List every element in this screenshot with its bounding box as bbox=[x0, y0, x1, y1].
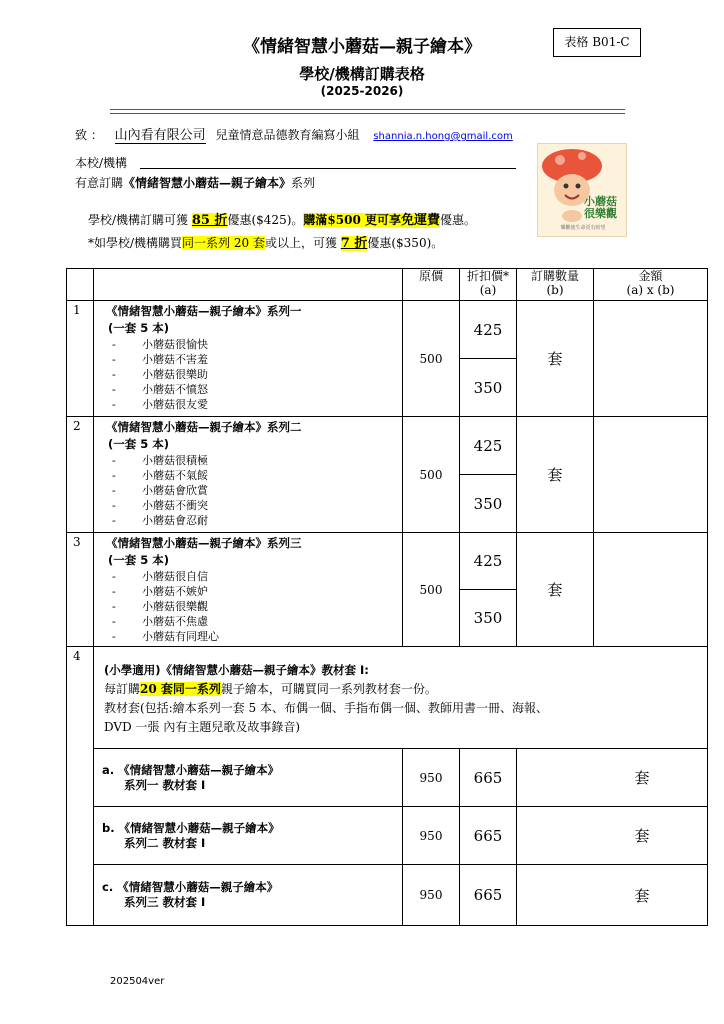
kit-line-2: 教材套(包括:繪本系列一套 5 本、布偶一個、手指布偶一個、教師用書一冊、海報、 bbox=[104, 701, 548, 715]
promo1-highlight: 購滿$500 更可享 bbox=[303, 213, 401, 227]
list-item: - 小蘑菇很自信 bbox=[112, 569, 402, 584]
kit-description bbox=[94, 647, 708, 749]
recipient-line bbox=[75, 124, 513, 143]
version-footer: 202504ver bbox=[110, 976, 165, 987]
kit-line1-highlight: 20 套同一系列 bbox=[140, 682, 221, 696]
form-code-box: 表格 B01-C bbox=[553, 28, 641, 57]
disc-price-85: 425 bbox=[460, 301, 517, 359]
page-title: 《情緒智慧小蘑菇—親子繪本》 bbox=[243, 37, 481, 57]
promo-line-2 bbox=[88, 232, 443, 251]
promo1-text-c: 優惠。 bbox=[439, 213, 476, 227]
order-table bbox=[66, 268, 708, 926]
promo1-discount: 85 折 bbox=[191, 213, 228, 228]
list-item: - 小蘑菇很愉快 bbox=[112, 337, 402, 352]
header-orig-price: 原價 bbox=[403, 269, 460, 301]
header-qty bbox=[517, 269, 594, 301]
separator-line bbox=[110, 109, 625, 114]
header-amount-sub: (a) x (b) bbox=[626, 283, 675, 297]
kit-line1-a: 每訂購 bbox=[104, 682, 141, 696]
disc-price-70: 350 bbox=[460, 359, 517, 417]
amount-input[interactable] bbox=[594, 533, 708, 647]
to-label: 致 ： bbox=[75, 128, 103, 142]
cover-caption: 樂觀使生命更有盼望 bbox=[560, 225, 606, 231]
kit-item-a bbox=[94, 749, 403, 807]
book-list bbox=[112, 569, 402, 644]
header-disc-price-sub: (a) bbox=[479, 283, 497, 297]
qty-input[interactable]: 套 bbox=[517, 417, 594, 533]
table-row bbox=[67, 301, 708, 359]
list-item: - 小蘑菇不氣餒 bbox=[112, 468, 402, 483]
table-row bbox=[67, 865, 708, 926]
header-disc-price bbox=[460, 269, 517, 301]
orig-price: 500 bbox=[403, 301, 460, 417]
kit-item-sub: 系列三 教材套 I bbox=[124, 895, 206, 909]
promo-line-1 bbox=[88, 209, 476, 228]
kit-item-c bbox=[94, 865, 403, 926]
list-item: - 小蘑菇不憤怒 bbox=[112, 382, 402, 397]
series-description bbox=[94, 533, 403, 647]
intent-suffix: 系列 bbox=[291, 176, 316, 190]
header-amount-label: 金額 bbox=[638, 269, 663, 283]
promo1-text-b: 優惠($425)。 bbox=[227, 213, 304, 227]
amount-input[interactable] bbox=[594, 301, 708, 417]
disc-price-85: 425 bbox=[460, 417, 517, 475]
mushroom-illustration bbox=[538, 144, 626, 236]
row-number: 3 bbox=[67, 533, 94, 647]
intent-line bbox=[75, 174, 315, 191]
book-list bbox=[112, 453, 402, 528]
orig-price: 950 bbox=[403, 865, 460, 926]
kit-item-title: c. 《情緒智慧小蘑菇—親子繪本》 bbox=[102, 880, 279, 894]
list-item: - 小蘑菇不衝突 bbox=[112, 498, 402, 513]
series-title: 《情緒智慧小蘑菇—親子繪本》系列三 bbox=[106, 536, 302, 550]
series-sub: (一套 5 本) bbox=[108, 437, 170, 451]
orig-price: 950 bbox=[403, 807, 460, 865]
disc-price-70: 350 bbox=[460, 475, 517, 533]
orig-price: 500 bbox=[403, 417, 460, 533]
list-item: - 小蘑菇不嫉妒 bbox=[112, 584, 402, 599]
cover-title: 小蘑菇很樂觀 bbox=[584, 195, 617, 220]
email-link[interactable]: shannia.n.hong@gmail.com bbox=[373, 131, 513, 142]
kit-line-3: DVD 一張 內有主題兒歌及故事錄音) bbox=[104, 720, 301, 734]
header-qty-label: 訂購數量 bbox=[530, 269, 579, 283]
amount-input[interactable] bbox=[594, 417, 708, 533]
series-title: 《情緒智慧小蘑菇—親子繪本》系列二 bbox=[106, 420, 302, 434]
table-row bbox=[67, 807, 708, 865]
school-label: 本校/機構 bbox=[75, 156, 128, 170]
kit-item-sub: 系列二 教材套 I bbox=[124, 835, 206, 850]
group-name: 兒童情意品德教育編寫小組 bbox=[215, 128, 360, 142]
book-list bbox=[112, 337, 402, 412]
series-sub: (一套 5 本) bbox=[108, 321, 170, 335]
series-description bbox=[94, 301, 403, 417]
kit-item-title: b. 《情緒智慧小蘑菇—親子繪本》 bbox=[102, 820, 280, 835]
qty-input[interactable]: 套 bbox=[517, 749, 708, 807]
promo1-free-shipping: 免運費 bbox=[400, 213, 440, 228]
kit-item-title: a. 《情緒智慧小蘑菇—親子繪本》 bbox=[102, 762, 280, 777]
header-num bbox=[67, 269, 94, 301]
qty-input[interactable]: 套 bbox=[517, 533, 594, 647]
company-name: 山內看有限公司 bbox=[114, 128, 206, 143]
table-row bbox=[67, 749, 708, 807]
list-item: - 小蘑菇很積極 bbox=[112, 453, 402, 468]
intent-title: 《情緒智慧小蘑菇—親子繪本》 bbox=[123, 176, 292, 190]
list-item: - 小蘑菇不焦慮 bbox=[112, 614, 402, 629]
list-item: - 小蘑菇會欣賞 bbox=[112, 483, 402, 498]
disc-price-70: 350 bbox=[460, 590, 517, 647]
row-number: 2 bbox=[67, 417, 94, 533]
orig-price: 950 bbox=[403, 749, 460, 807]
qty-input[interactable]: 套 bbox=[517, 807, 708, 865]
table-row bbox=[67, 417, 708, 475]
promo2-discount: 7 折 bbox=[340, 236, 368, 251]
disc-price: 665 bbox=[460, 865, 517, 926]
promo2-text-a: *如學校/機構購買 bbox=[88, 236, 183, 250]
kit-item-sub: 系列一 教材套 I bbox=[124, 777, 206, 792]
series-sub: (一套 5 本) bbox=[108, 553, 170, 567]
table-header-row bbox=[67, 269, 708, 301]
row-number: 1 bbox=[67, 301, 94, 417]
disc-price: 665 bbox=[460, 807, 517, 865]
kit-item-b bbox=[94, 807, 403, 865]
header-disc-price-label: 折扣價* bbox=[466, 269, 509, 283]
promo2-text-c: 優惠($350)。 bbox=[367, 236, 444, 250]
series-title: 《情緒智慧小蘑菇—親子繪本》系列一 bbox=[106, 304, 302, 318]
header-amount bbox=[594, 269, 708, 301]
orig-price: 500 bbox=[403, 533, 460, 647]
book-cover-image bbox=[537, 143, 627, 237]
disc-price: 665 bbox=[460, 749, 517, 807]
promo1-text-a: 學校/機構訂購可獲 bbox=[88, 213, 192, 227]
promo2-text-b: 或以上，可獲 bbox=[264, 236, 341, 250]
school-name-field[interactable] bbox=[140, 168, 516, 169]
kit-line-1 bbox=[104, 680, 707, 699]
kit-line1-b: 親子繪本，可購買同一系列教材套一份。 bbox=[220, 682, 437, 696]
kit-title: (小學適用)《情緒智慧小蘑菇—親子繪本》教材套 I: bbox=[104, 663, 369, 677]
header-qty-sub: (b) bbox=[546, 283, 564, 297]
intent-prefix: 有意訂購 bbox=[75, 176, 124, 190]
list-item: - 小蘑菇會忍耐 bbox=[112, 513, 402, 528]
kit-description-row bbox=[67, 647, 708, 749]
page-subtitle: 學校/機構訂購表格 bbox=[299, 65, 425, 83]
list-item: - 小蘑菇很友愛 bbox=[112, 397, 402, 412]
list-item: - 小蘑菇有同理心 bbox=[112, 629, 402, 644]
qty-input[interactable]: 套 bbox=[517, 301, 594, 417]
list-item: - 小蘑菇不害羞 bbox=[112, 352, 402, 367]
series-description bbox=[94, 417, 403, 533]
list-item: - 小蘑菇很樂觀 bbox=[112, 599, 402, 614]
row-number: 4 bbox=[67, 647, 94, 926]
year-range: (2025-2026) bbox=[320, 84, 404, 98]
list-item: - 小蘑菇很樂助 bbox=[112, 367, 402, 382]
promo2-highlight: 同一系列 20 套 bbox=[182, 236, 265, 250]
header-item bbox=[94, 269, 403, 301]
qty-input[interactable]: 套 bbox=[517, 865, 708, 926]
table-row bbox=[67, 533, 708, 590]
disc-price-85: 425 bbox=[460, 533, 517, 590]
